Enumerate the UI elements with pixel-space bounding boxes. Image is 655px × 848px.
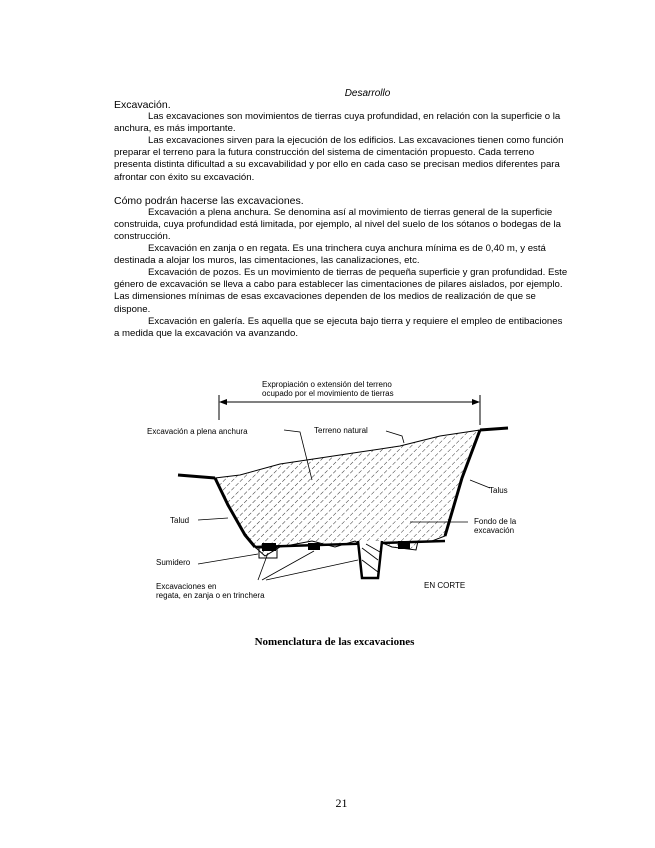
label-plena: Excavación a plena anchura <box>147 427 248 436</box>
page-number: 21 <box>335 796 348 810</box>
label-fondo-line1: Fondo de la <box>474 517 517 526</box>
label-sumidero: Sumidero <box>156 558 191 567</box>
natural-ground-left <box>178 475 215 478</box>
paragraph: Excavación en galería. Es aquella que se ejecuta bajo tierra y requiere el empleo de entibaciones a medida que la excavación va avanzando. <box>114 315 563 339</box>
paragraph: Excavación de pozos. Es un movimiento de tierras de pequeña superficie y gran profundidad. Este género de excavación se lleva a cabo para establecer las cimentaciones de pilares aislados, por ejemplo. Las dimensiones mínimas de esas excavaciones dependen de los medios de realización de que se dispone. <box>114 267 568 315</box>
label-corte: EN CORTE <box>424 581 466 590</box>
dimension-line <box>219 395 480 425</box>
trench <box>308 543 320 550</box>
section-title: Excavación. <box>114 99 171 111</box>
label-zanja-line2: regata, en zanja o en trinchera <box>156 591 265 600</box>
paragraph: Las excavaciones son movimientos de tierras cuya profundidad, en relación con la superficie o la anchura, es más importante. <box>114 111 561 135</box>
trench <box>262 543 276 551</box>
paragraph: Excavación a plena anchura. Se denomina así al movimiento de tierras general de la superficie construida, cuya profundidad está limitada, por ejemplo, al nivel del suelo de los sótanos o bodegas de la construcción. <box>114 206 561 242</box>
label-terreno: Terreno natural <box>314 426 368 435</box>
figure-caption: Nomenclatura de las excavaciones <box>254 636 415 648</box>
natural-ground-right <box>480 428 508 430</box>
label-zanja-line1: Excavaciones en <box>156 582 217 591</box>
trench <box>398 541 410 549</box>
label-talud: Talud <box>170 516 190 525</box>
paragraph: Las excavaciones sirven para la ejecución de los edificios. Las excavaciones tienen como función preparar el terreno para la futura construcción del sistema de cimentación propuesto. Cada terreno presenta distinta dificultad a su excavabilidad y por ello en cada caso se precisan medios diferentes para afrontar con éxito su excavación. <box>114 135 564 183</box>
excavation-section <box>215 430 480 556</box>
top-label-line2: ocupado por el movimiento de tierras <box>262 389 394 398</box>
label-talus: Talus <box>489 486 508 495</box>
top-label-line1: Expropiación o extensión del terreno <box>262 380 392 389</box>
running-header: Desarrollo <box>344 88 391 99</box>
types-heading: Cómo podrán hacerse las excavaciones. <box>114 194 304 207</box>
label-fondo-line2: excavación <box>474 526 515 535</box>
paragraph: Excavación en zanja o en regata. Es una trinchera cuya anchura mínima es de 0,40 m, y está destinada a alojar los muros, las cimentaciones, las canalizaciones, etc. <box>114 243 546 267</box>
